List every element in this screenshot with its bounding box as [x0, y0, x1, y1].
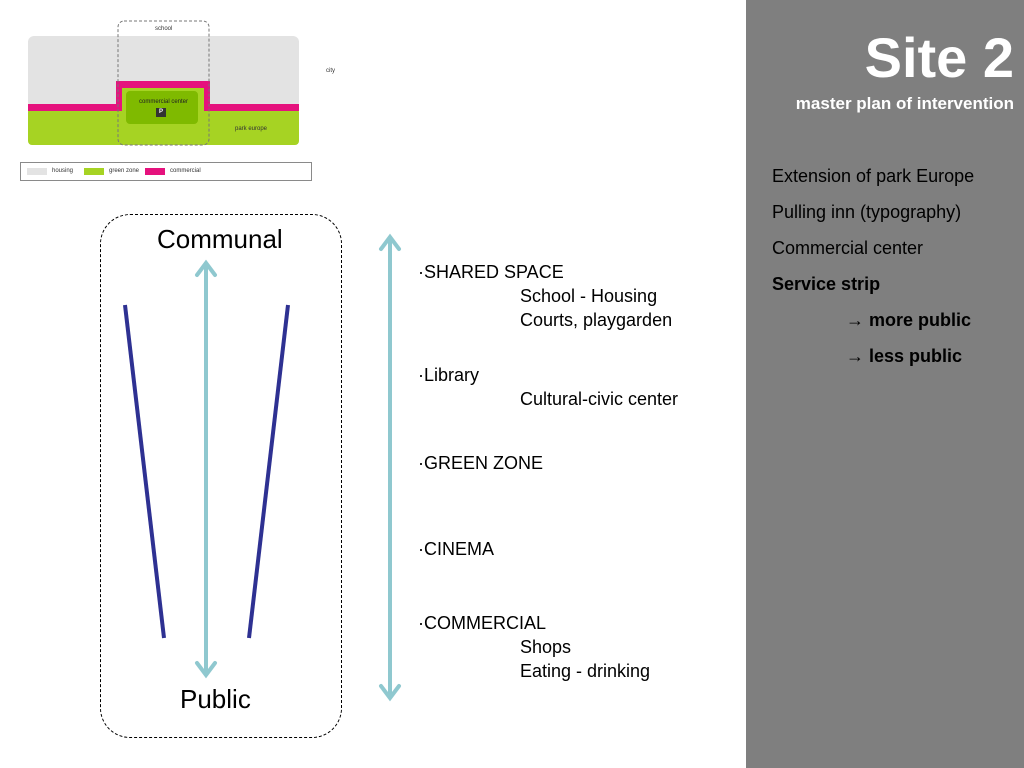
sidebar-item-pulling-inn: Pulling inn (typography) — [772, 202, 962, 222]
outer-double-arrow — [381, 237, 399, 698]
library-item — [418, 363, 678, 411]
legend-label: commercial — [170, 168, 201, 174]
communal-label: Communal — [157, 224, 283, 254]
sidebar-item-commercial-center: Commercial center — [772, 238, 924, 258]
shared-space-sub1: School - Housing — [520, 286, 658, 306]
green-zone-title: ·GREEN ZONE — [418, 453, 544, 473]
sidebar-list — [772, 165, 974, 381]
shared-space-sub2: Courts, playgarden — [520, 310, 673, 330]
commercial-center-label: commercial center — [139, 99, 189, 105]
library-sub1: Cultural-civic center — [520, 389, 679, 409]
shared-space-item — [418, 260, 672, 332]
left-taper-line — [125, 305, 164, 638]
parking-label: P — [159, 109, 164, 115]
page-subtitle: master plan of intervention — [795, 94, 1014, 113]
inner-double-arrow — [197, 263, 215, 675]
city-label: city — [326, 68, 335, 74]
sidebar-item-more-public: → more public — [846, 310, 972, 330]
legend-label: green zone — [109, 168, 140, 174]
sidebar-item-service-strip: Service strip — [772, 274, 881, 294]
commercial-item — [418, 611, 650, 683]
sidebar — [746, 0, 1024, 768]
sidebar-item-less-public: → less public — [846, 346, 963, 366]
legend-label: housing — [52, 168, 74, 174]
shared-space-title: ·SHARED SPACE — [418, 262, 564, 282]
green-zone-item — [418, 451, 543, 475]
library-title: ·Library — [418, 365, 480, 385]
park-europe-label: park europe — [235, 126, 268, 132]
page-title: Site 2 — [864, 26, 1014, 89]
commercial-sub1: Shops — [520, 637, 572, 657]
public-label: Public — [180, 684, 251, 714]
cinema-title: ·CINEMA — [418, 539, 494, 559]
right-taper-line — [249, 305, 288, 638]
commercial-sub2: Eating - drinking — [520, 661, 651, 681]
school-label: school — [155, 26, 173, 32]
commercial-title: ·COMMERCIAL — [418, 613, 547, 633]
sidebar-item-park-europe: Extension of park Europe — [772, 166, 975, 186]
cinema-item — [418, 537, 494, 561]
